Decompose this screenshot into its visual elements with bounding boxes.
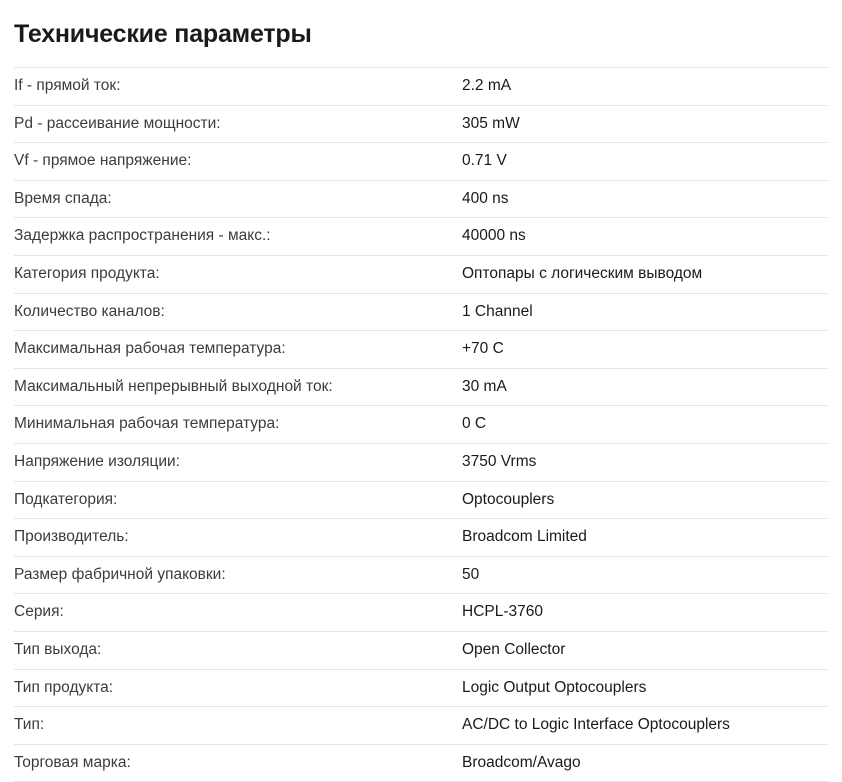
table-row [14,368,828,406]
table-row [14,556,828,594]
parameter-value: 305 mW [462,114,520,132]
parameter-name: Серия: [14,603,64,621]
parameter-name: Задержка распространения - макс.: [14,227,271,245]
table-row [14,707,828,745]
parameter-value: 0 C [462,415,487,433]
table-row [14,669,828,707]
parameter-value: 2.2 mA [462,77,512,94]
parameter-name: Максимальная рабочая температура: [14,340,286,358]
parameter-value: Broadcom Limited [462,528,587,546]
parameter-value: 0.71 V [462,152,507,170]
parameter-name: Vf - прямое напряжение: [14,152,192,170]
parameter-name: Pd - рассеивание мощности: [14,114,221,132]
parameter-name: Тип продукта: [14,678,114,696]
parameter-name: Тип выхода: [14,640,102,658]
table-row [14,744,828,782]
parameter-name: Напряжение изоляции: [14,452,180,470]
parameter-value: Broadcom/Avago [462,753,581,771]
table-row [14,105,828,143]
table-row [14,519,828,557]
parameter-value: AC/DC to Logic Interface Optocouplers [462,716,730,734]
parameter-name: Минимальная рабочая температура: [14,415,280,433]
parameter-value: Open Collector [462,640,566,658]
parameter-value: 3750 Vrms [462,452,537,470]
parameter-name: Максимальный непрерывный выходной ток: [14,377,333,395]
parameter-value: 30 mA [462,377,507,395]
parameter-name: If - прямой ток: [14,77,121,94]
parameter-value: Logic Output Optocouplers [462,678,647,696]
specifications-table-body [14,68,828,782]
table-row [14,331,828,369]
table-row [14,406,828,444]
parameter-value: 50 [462,565,480,583]
parameter-name: Производитель: [14,528,129,546]
table-row [14,481,828,519]
parameter-name: Время спада: [14,189,112,207]
table-row [14,443,828,481]
table-row [14,293,828,331]
table-row [14,594,828,632]
parameter-value: Optocouplers [462,490,555,508]
specifications-page [0,20,842,782]
table-row [14,180,828,218]
table-row [14,218,828,256]
table-row [14,68,828,106]
page-title: Технические параметры [14,20,312,48]
table-row [14,143,828,181]
parameter-name: Подкатегория: [14,490,118,508]
parameter-value: 1 Channel [462,302,533,320]
parameter-name: Количество каналов: [14,302,165,320]
parameter-value: HCPL-3760 [462,603,543,621]
parameter-value: 400 ns [462,189,509,207]
parameter-name: Тип: [14,716,45,734]
parameter-name: Торговая марка: [14,753,131,771]
table-row [14,631,828,669]
parameter-name: Размер фабричной упаковки: [14,565,226,583]
specifications-table [14,67,828,782]
parameter-value: +70 C [462,340,504,358]
parameter-name: Категория продукта: [14,264,160,282]
parameter-value: Оптопары с логическим выводом [462,264,703,282]
table-row [14,255,828,293]
parameter-value: 40000 ns [462,227,526,245]
